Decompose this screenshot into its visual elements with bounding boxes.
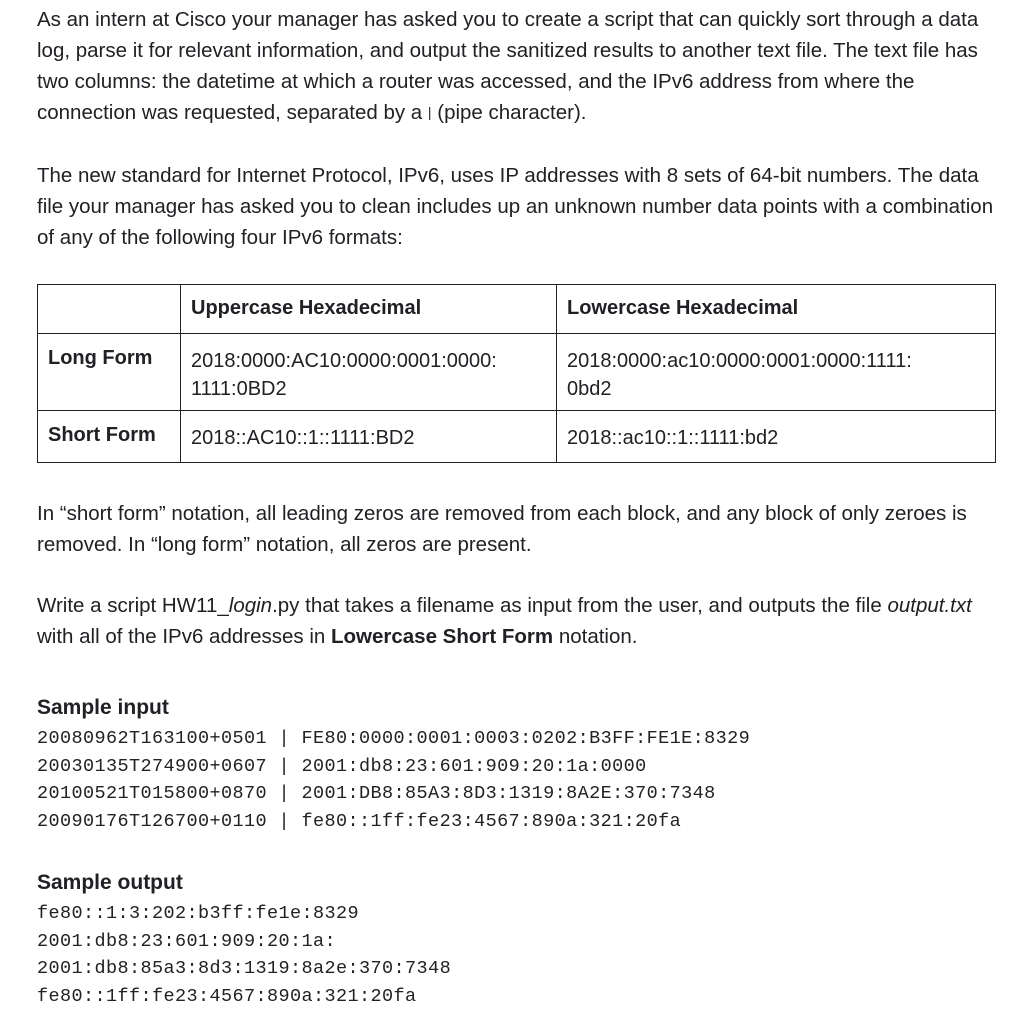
intro-text-end: (pipe character). xyxy=(437,101,587,124)
task-text-d: notation. xyxy=(553,625,638,648)
task-text-b: .py that takes a filename as input from the user, and outputs the file xyxy=(272,594,888,617)
row-label-long-form: Long Form xyxy=(38,334,181,411)
login-italic: login xyxy=(228,594,273,617)
sample-output-heading: Sample output xyxy=(37,871,183,894)
task-paragraph xyxy=(37,590,997,652)
ipv6-formats-table xyxy=(37,284,996,463)
lowercase-short-form-bold: Lowercase Short Form xyxy=(331,625,554,648)
table-header-corner xyxy=(38,285,181,334)
sample-input-heading: Sample input xyxy=(37,696,169,719)
table-header-row xyxy=(38,285,996,334)
long-form-uppercase-cell: 2018:0000:AC10:0000:0001:0000: 1111:0BD2 xyxy=(181,334,557,411)
short-form-lowercase-cell: 2018::ac10::1::1111:bd2 xyxy=(557,411,996,463)
pipe-character: | xyxy=(427,104,432,120)
table-header-lowercase: Lowercase Hexadecimal xyxy=(557,285,996,334)
notation-paragraph: In “short form” notation, all leading zeros are removed from each block, and any block of only zeroes is removed. In “long form” notation, all zeros are present. xyxy=(37,502,967,556)
intro-text: As an intern at Cisco your manager has asked you to create a script that can quickly sort through a data log, parse it for relevant information, and output the sanitized results to another text file. The text file has two columns: the datetime at which a router was accessed, and the IPv6 address from where the connection was requested, separated by a xyxy=(37,8,979,124)
sample-input-code: 20080962T163100+0501 | FE80:0000:0001:0003:0202:B3FF:FE1E:8329 20030135T274900+0607 | 2001:db8:23:601:909:20:1a:0000 20100521T015800+0870 | 2001:DB8:85A3:8D3:1319:8A2E:370:7348 20090176T126700+0110 | fe80::1ff:fe23:4567:890a:321:20fa xyxy=(37,728,751,832)
output-filename: output.txt xyxy=(887,594,972,617)
table-row-long-form xyxy=(38,334,996,411)
table-row-short-form xyxy=(38,411,996,463)
short-form-uppercase-cell: 2018::AC10::1::1111:BD2 xyxy=(181,411,557,463)
task-text-c: with all of the IPv6 addresses in xyxy=(37,625,331,648)
document-page xyxy=(37,4,997,1010)
ipv6-paragraph: The new standard for Internet Protocol, IPv6, uses IP addresses with 8 sets of 64-bit numbers. The data file your manager has asked you to clean includes up an unknown number data points with a combination of any of the following four IPv6 formats: xyxy=(37,164,994,249)
sample-output-code: fe80::1:3:202:b3ff:fe1e:8329 2001:db8:23:601:909:20:1a: 2001:db8:85a3:8d3:1319:8a2e:370:7348 fe80::1ff:fe23:4567:890a:321:20fa xyxy=(37,903,452,1007)
task-text-a: Write a script HW11_ xyxy=(37,594,229,617)
long-form-lowercase-cell: 2018:0000:ac10:0000:0001:0000:1111: 0bd2 xyxy=(557,334,996,411)
row-label-short-form: Short Form xyxy=(38,411,181,463)
table-header-uppercase: Uppercase Hexadecimal xyxy=(181,285,557,334)
intro-paragraph xyxy=(37,4,997,130)
